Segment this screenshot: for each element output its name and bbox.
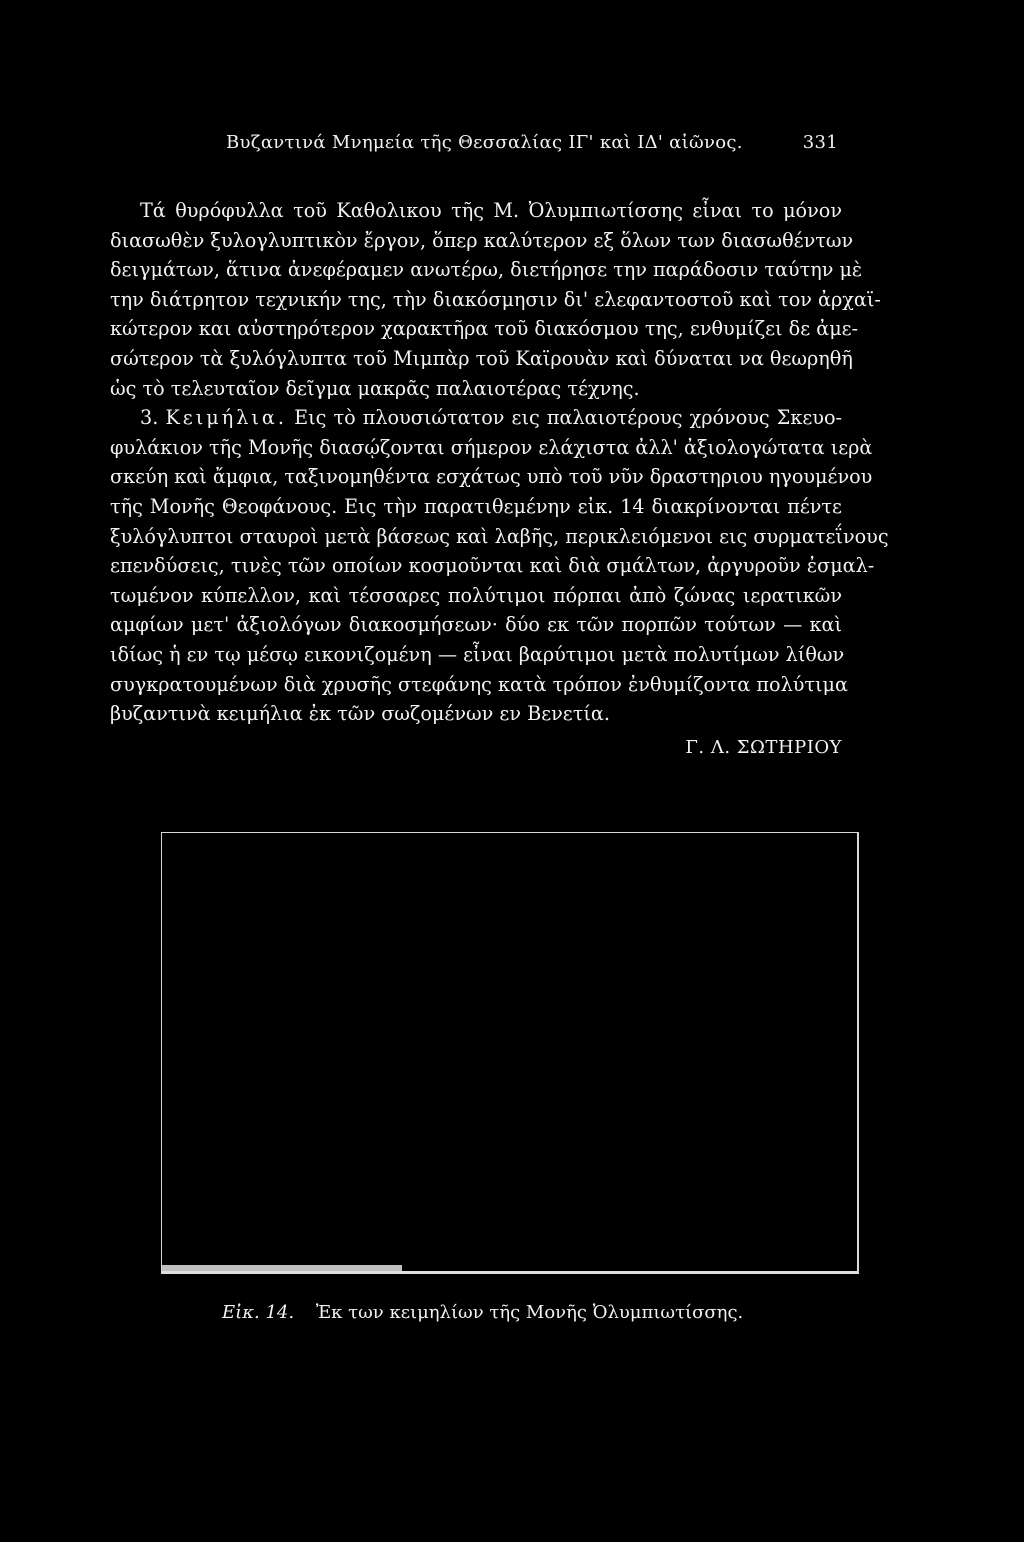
section-title: Κειμήλια. xyxy=(165,406,287,430)
text-line: τῆς Μονῆς Θεοφάνους. Εις τὴν παρατιθεμένην εἰκ. 14 διακρίνονται πέντε xyxy=(110,494,842,518)
author-signature: Γ. Λ. ΣΩΤΗΡΙΟΥ xyxy=(685,737,842,758)
figure-image xyxy=(161,832,859,1274)
text-line: σώτερον τὰ ξυλόγλυπτα τοῦ Μιμπὰρ τοῦ Καϊρουὰν καὶ δύναται να θεωρηθῆ xyxy=(110,346,853,370)
figure-caption-text: Ἐκ των κειμηλίων τῆς Μονῆς Ὀλυμπιωτίσσης. xyxy=(315,1302,744,1323)
section-text: Εις τὸ πλουσιώτατον εις παλαιοτέρους χρόνους Σκευο- xyxy=(294,406,842,430)
text-line: τωμένον κύπελλον, καὶ τέσσαρες πολύτιμοι πόρπαι ἀπὸ ζώνας ιερατικῶν xyxy=(110,583,842,607)
text-line: συγκρατουμένων διὰ χρυσῆς στεφάνης κατὰ τρόπον ἐνθυμίζοντα πολύτιμα xyxy=(110,672,848,696)
text-line: σκεύη καὶ ἄμφια, ταξινομηθέντα εσχάτως υπὸ τοῦ νῦν δραστηριου ηγουμένου xyxy=(110,465,873,489)
text-line: κώτερον και αὐστηρότερον χαρακτῆρα τοῦ διακόσμου της, ενθυμίζει δε ἀμε- xyxy=(110,317,859,341)
text-line: ξυλόγλυπτοι σταυροὶ μετὰ βάσεως καὶ λαβῆς, περικλειόμενοι εις συρματεΐνους xyxy=(110,524,889,548)
figure-edge-shade xyxy=(162,1265,402,1271)
running-head-title: Βυζαντινά Μνημεία τῆς Θεσσαλίας ΙΓ' καὶ ΙΔ' αἰῶνος. xyxy=(226,132,743,153)
text-line: αμφίων μετ' ἀξιολόγων διακοσμήσεων· δύο εκ τῶν πορπῶν τούτων — καὶ xyxy=(110,613,842,637)
text-line: επενδύσεις, τινὲς τῶν οποίων κοσμοῦνται καὶ διὰ σμάλτων, ἀργυροῦν ἐσμαλ- xyxy=(110,554,875,578)
text-line: δειγμάτων, ἅτινα ἀνεφέραμεν ανωτέρω, διετήρησε την παράδοσιν ταύτην μὲ xyxy=(110,258,863,282)
figure-label: Εἰκ. 14. xyxy=(222,1302,295,1323)
running-head xyxy=(226,132,838,153)
text-line: την διάτρητον τεχνικήν της, τὴν διακόσμησιν δι' ελεφαντοστοῦ καὶ τον ἀρχαϊ- xyxy=(110,287,881,311)
text-line: φυλάκιον τῆς Μονῆς διασῴζονται σήμερον ελάχιστα ἀλλ' ἀξιολογώτατα ιερὰ xyxy=(110,435,873,459)
body-text xyxy=(110,196,889,729)
text-line: ὡς τὸ τελευταῖον δεῖγμα μακρᾶς παλαιοτέρας τέχνης. xyxy=(110,376,640,400)
section-heading-line xyxy=(110,403,842,433)
figure-caption xyxy=(222,1302,743,1323)
text-line: Τά θυρόφυλλα τοῦ Καθολικου τῆς Μ. Ὀλυμπιωτίσσης εἶναι το μόνον xyxy=(140,199,842,222)
text-line: διασωθὲν ξυλογλυπτικὸν ἔργον, ὅπερ καλύτερον εξ ὅλων των διασωθέντων xyxy=(110,228,854,252)
text-line: βυζαντινὰ κειμήλια ἐκ τῶν σωζομένων εν Βενετία. xyxy=(110,702,610,726)
page-number: 331 xyxy=(802,132,838,153)
text-line: ιδίως ἡ εν τῳ μέσῳ εικονιζομένη — εἶναι βαρύτιμοι μετὰ πολυτίμων λίθων xyxy=(110,642,845,666)
section-number: 3. xyxy=(140,406,159,430)
